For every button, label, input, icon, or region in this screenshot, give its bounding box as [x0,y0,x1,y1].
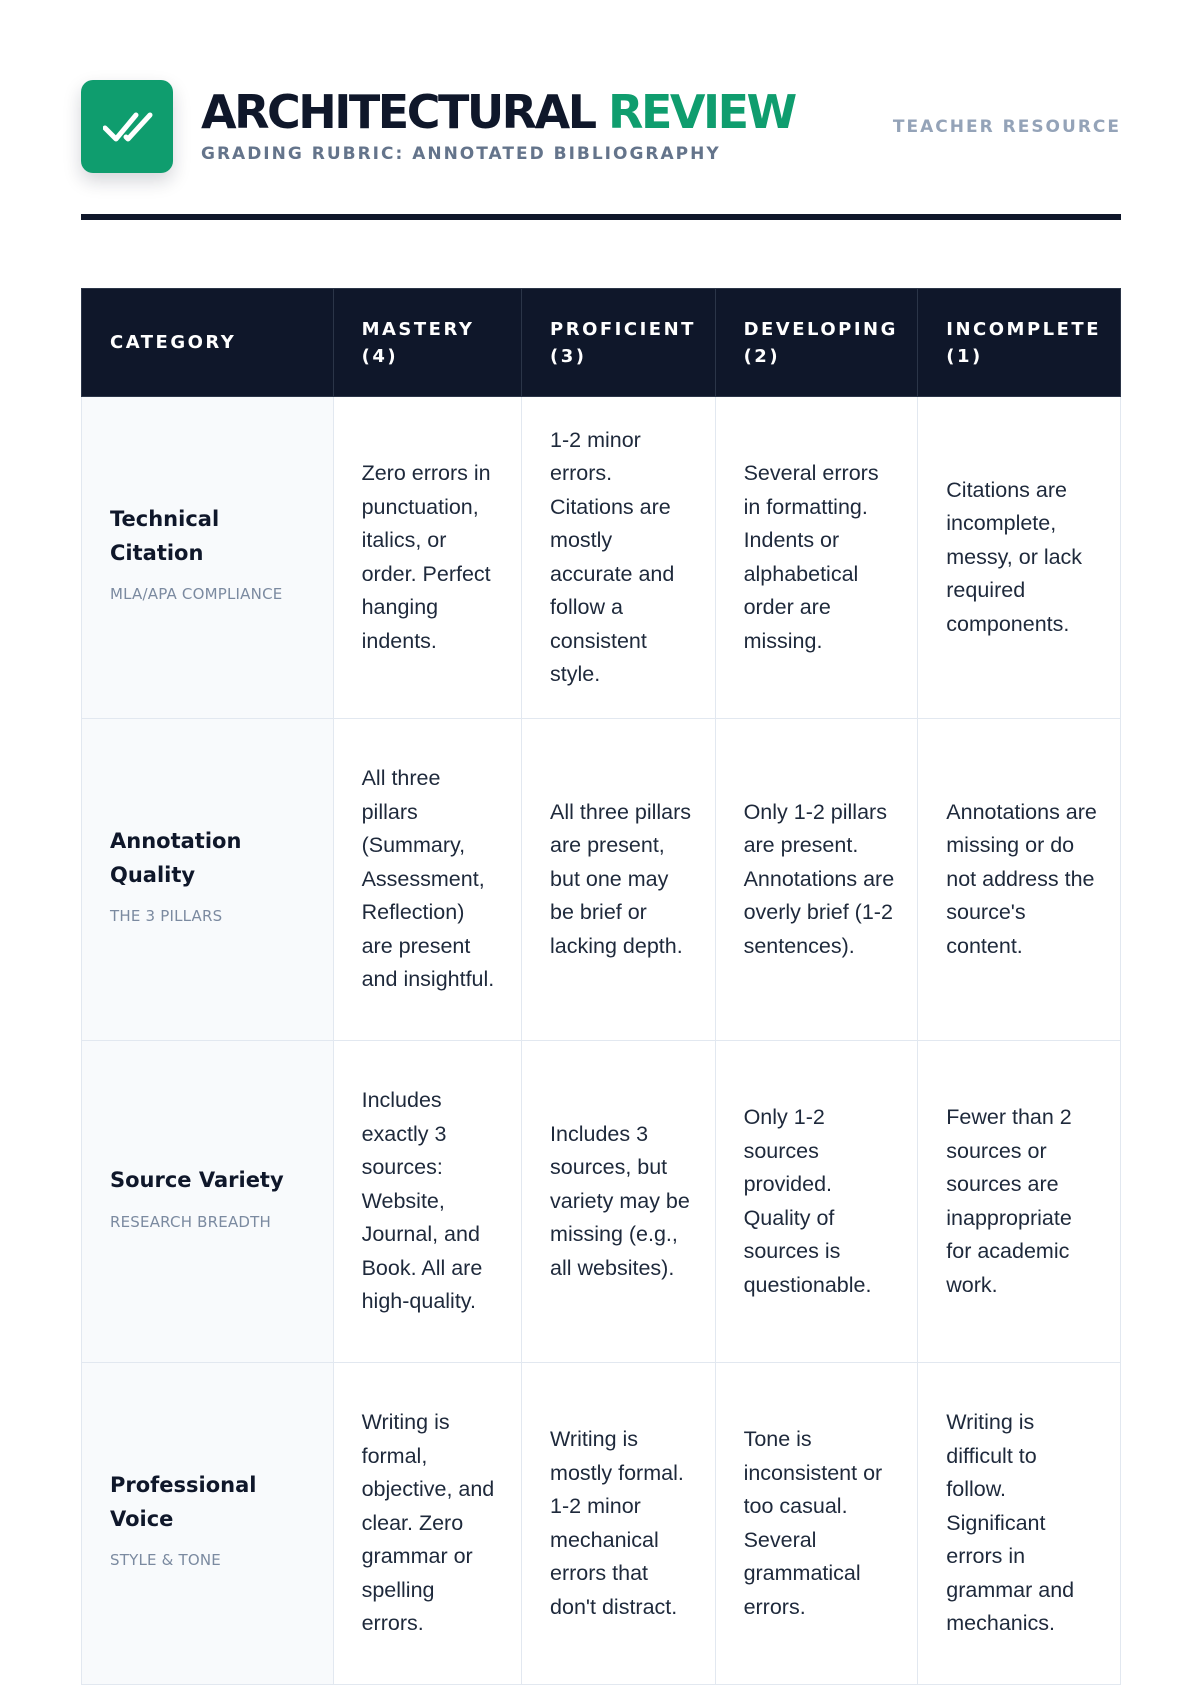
mastery-cell: Writing is formal, objective, and clear. Zero grammar or spelling errors. [333,1363,521,1685]
category-title: Source Variety [110,1168,284,1192]
category-subtitle: THE 3 PILLARS [110,907,223,926]
category-cell [82,719,334,1041]
proficient-cell: Writing is mostly formal. 1-2 minor mechanical errors that don't distract. [522,1363,716,1685]
col-header-proficient: PROFICIENT (3) [522,289,716,397]
mastery-cell: Zero errors in punctuation, italics, or order. Perfect hanging indents. [333,397,521,719]
page-header [81,80,1121,220]
col-header-category: CATEGORY [82,289,334,397]
category-cell [82,397,334,719]
category-subtitle: STYLE & TONE [110,1551,221,1570]
incomplete-cell: Annotations are missing or do not address the source's content. [918,719,1121,1041]
page [81,80,1121,1636]
table-row [82,1041,1121,1363]
developing-cell: Several errors in formatting. Indents or alphabetical order are missing. [715,397,918,719]
table-header-row [82,289,1121,397]
col-header-incomplete: INCOMPLETE (1) [918,289,1121,397]
incomplete-cell: Writing is difficult to follow. Significant errors in grammar and mechanics. [918,1363,1121,1685]
header-divider [81,214,1121,220]
col-header-mastery: MASTERY (4) [333,289,521,397]
category-title: Professional Voice [110,1473,257,1531]
resource-tag: TEACHER RESOURCE [892,117,1121,137]
category-cell [82,1041,334,1363]
mastery-cell: All three pillars (Summary, Assessment, Reflection) are present and insightful. [333,719,521,1041]
proficient-cell: 1-2 minor errors. Citations are mostly accurate and follow a consistent style. [522,397,716,719]
table-row [82,397,1121,719]
category-title: Annotation Quality [110,829,242,887]
logo-badge [81,80,173,173]
developing-cell: Tone is inconsistent or too casual. Several grammatical errors. [715,1363,918,1685]
developing-cell: Only 1-2 sources provided. Quality of sources is questionable. [715,1041,918,1363]
page-subtitle: GRADING RUBRIC: ANNOTATED BIBLIOGRAPHY [201,144,721,164]
category-subtitle: RESEARCH BREADTH [110,1212,272,1231]
table-row [82,719,1121,1041]
table-row [82,1363,1121,1685]
double-check-icon [103,108,153,144]
mastery-cell: Includes exactly 3 sources: Website, Journal, and Book. All are high-quality. [333,1041,521,1363]
title-part-2: REVIEW [608,85,795,139]
title-part-1: ARCHITECTURAL [201,85,595,139]
rubric-table [81,288,1121,1685]
category-title: Technical Citation [110,507,220,565]
proficient-cell: Includes 3 sources, but variety may be missing (e.g., all websites). [522,1041,716,1363]
col-header-developing: DEVELOPING (2) [715,289,918,397]
proficient-cell: All three pillars are present, but one may be brief or lacking depth. [522,719,716,1041]
incomplete-cell: Citations are incomplete, messy, or lack required components. [918,397,1121,719]
developing-cell: Only 1-2 pillars are present. Annotations are overly brief (1-2 sentences). [715,719,918,1041]
page-title [201,84,795,140]
category-subtitle: MLA/APA COMPLIANCE [110,585,283,604]
incomplete-cell: Fewer than 2 sources or sources are inappropriate for academic work. [918,1041,1121,1363]
category-cell [82,1363,334,1685]
